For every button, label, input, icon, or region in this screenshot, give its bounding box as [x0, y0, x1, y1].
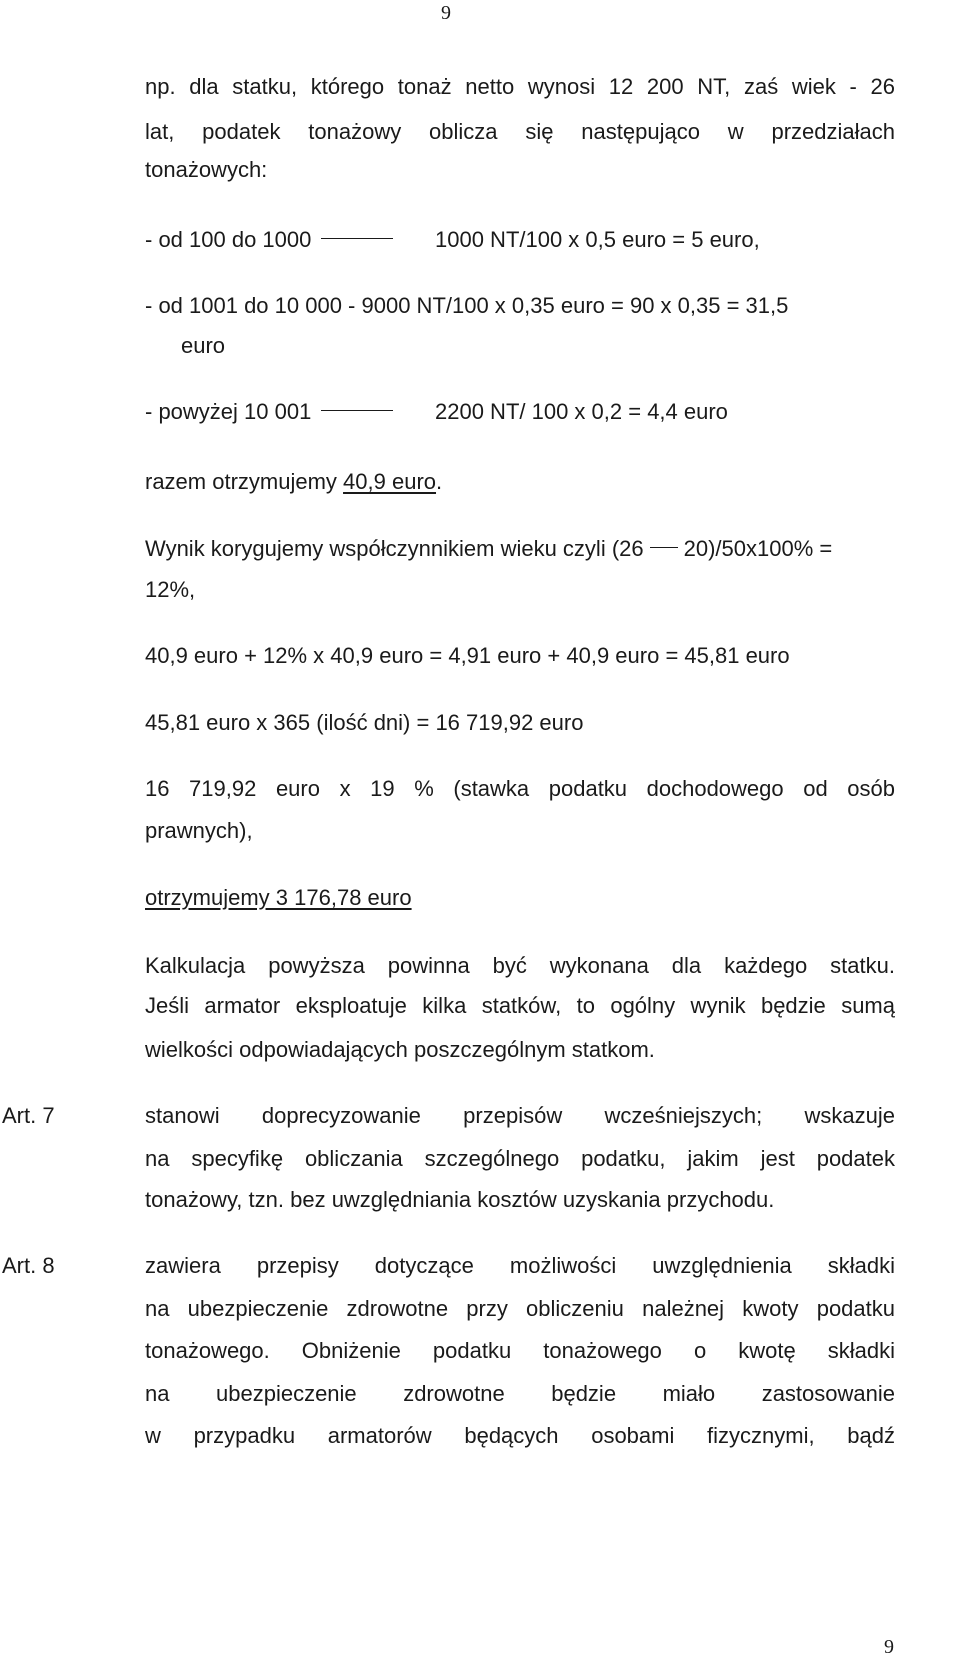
correction-line-2: 12%, — [145, 577, 196, 602]
art8-line-3: tonażowego. Obniżenie podatku tonażowego o kwotę składki — [145, 1338, 895, 1363]
sum-line — [145, 469, 442, 495]
art7-line-2: na specyfikę obliczania szczególnego podatku, jakim jest podatek — [145, 1146, 895, 1171]
bracket-2-line-1: - od 1001 do 10 000 - 9000 NT/100 x 0,35 euro = 90 x 0,35 = 31,5 — [145, 293, 789, 318]
bracket-1-value: 1000 NT/100 x 0,5 euro = 5 euro, — [435, 227, 760, 252]
dash-separator — [321, 410, 393, 411]
bracket-1-label: - od 100 do 1000 — [145, 227, 312, 252]
calc-line-1: 40,9 euro + 12% x 40,9 euro = 4,91 euro + 40,9 euro = 45,81 euro — [145, 643, 790, 668]
bracket-3-value: 2200 NT/ 100 x 0,2 = 4,4 euro — [435, 399, 728, 424]
art8-line-5: w przypadku armatorów będących osobami fizycznymi, bądź — [145, 1423, 895, 1448]
correction-text-a: Wynik korygujemy współczynnikiem wieku czyli (26 — [145, 536, 644, 561]
sum-suffix: . — [436, 469, 443, 494]
calc-line-2: 45,81 euro x 365 (ilość dni) = 16 719,92 euro — [145, 710, 584, 735]
dash-separator — [321, 238, 393, 239]
page-number-bottom: 9 — [884, 1636, 894, 1658]
bracket-3-label: - powyżej 10 001 — [145, 399, 312, 424]
correction-line-1 — [145, 536, 832, 562]
correction-text-b: 20)/50x100% = — [683, 536, 833, 561]
intro-line-3: tonażowych: — [145, 157, 268, 182]
calc-result: otrzymujemy 3 176,78 euro — [145, 885, 412, 910]
art8-line-4: na ubezpieczenie zdrowotne będzie miało zastosowanie — [145, 1381, 895, 1406]
art7-label: Art. 7 — [2, 1103, 55, 1128]
bracket-3 — [145, 399, 403, 425]
intro-line-2: lat, podatek tonażowy oblicza się następująco w przedziałach — [145, 119, 895, 144]
art7-line-3: tonażowy, tzn. bez uwzględniania kosztów uzyskania przychodu. — [145, 1187, 775, 1212]
note-line-1: Kalkulacja powyższa powinna być wykonana dla każdego statku. — [145, 953, 895, 978]
note-line-2: Jeśli armator eksploatuje kilka statków, to ogólny wynik będzie sumą — [145, 993, 895, 1018]
intro-line-1: np. dla statku, którego tonaż netto wynosi 12 200 NT, zaś wiek - 26 — [145, 74, 895, 99]
art8-label: Art. 8 — [2, 1253, 55, 1278]
page-number-top: 9 — [441, 2, 451, 24]
bracket-2-line-2: euro — [181, 333, 226, 358]
art8-line-2: na ubezpieczenie zdrowotne przy obliczeniu należnej kwoty podatku — [145, 1296, 895, 1321]
art7-line-1: stanowi doprecyzowanie przepisów wcześniejszych; wskazuje — [145, 1103, 895, 1128]
calc-line-4: prawnych), — [145, 818, 253, 843]
calc-line-3: 16 719,92 euro x 19 % (stawka podatku dochodowego od osób — [145, 776, 895, 801]
sum-prefix: razem otrzymujemy — [145, 469, 344, 494]
sum-value: 40,9 euro — [343, 469, 437, 494]
bracket-1 — [145, 227, 403, 253]
dash-separator — [650, 547, 678, 548]
art8-line-1: zawiera przepisy dotyczące możliwości uwzględnienia składki — [145, 1253, 895, 1278]
note-line-3: wielkości odpowiadających poszczególnym statkom. — [145, 1037, 655, 1062]
